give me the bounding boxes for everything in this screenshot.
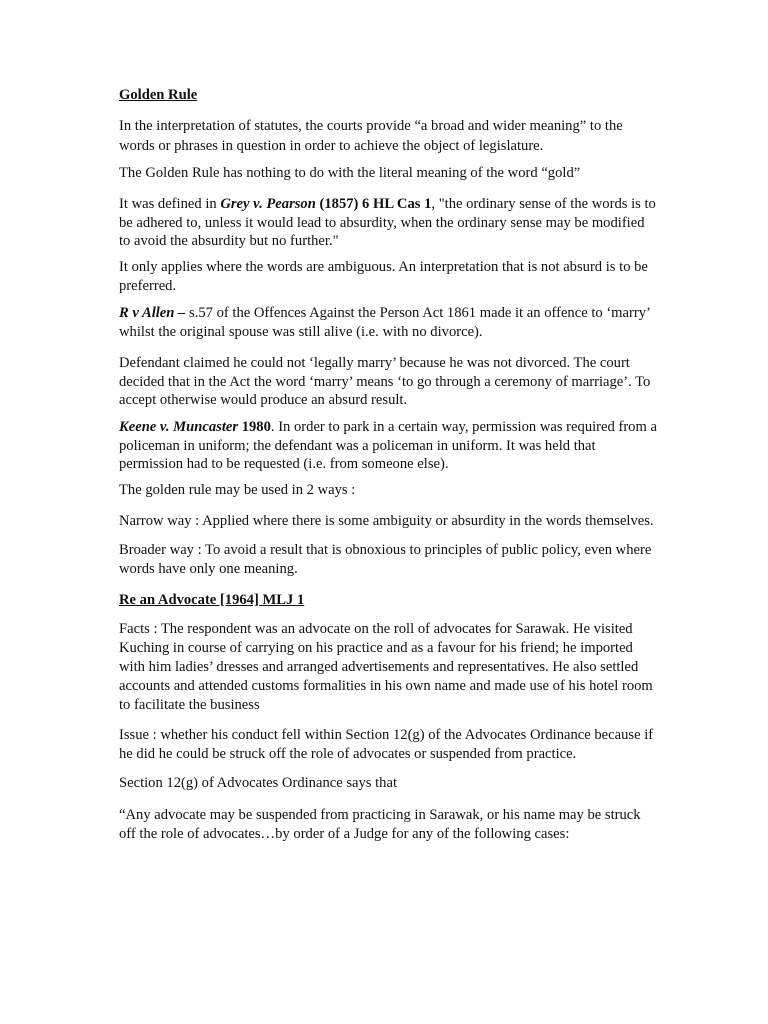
year-keene-v-muncaster: 1980 <box>238 419 271 435</box>
heading-re-an-advocate: Re an Advocate [1964] MLJ 1 <box>119 592 305 608</box>
paragraph-defendant-claim: Defendant claimed he could not ‘legally marry’ because he was not divorced. The court decided that in the Act the word ‘marry’ means ‘to go through a ceremony of marriage’. To accept otherwise would produce an absurd result. <box>119 355 651 408</box>
paragraph-gold-note: The Golden Rule has nothing to do with the literal meaning of the word “gold” <box>119 165 581 181</box>
paragraph-r-v-allen <box>119 304 659 341</box>
case-keene-v-muncaster: Keene v. Muncaster <box>119 419 239 435</box>
paragraph-quote: “Any advocate may be suspended from practicing in Sarawak, or his name may be struck off the role of advocates…by order of a Judge for any of the following cases: <box>119 807 641 842</box>
paragraph-issue: Issue : whether his conduct fell within Section 12(g) of the Advocates Ordinance because if he did he could be struck off the role of advocates or suspended from practice. <box>119 727 654 762</box>
paragraph-grey-v-pearson <box>119 195 659 251</box>
paragraph-definition: In the interpretation of statutes, the courts provide “a broad and wider meaning” to the words or phrases in question in order to achieve the object of legislature. <box>119 118 623 154</box>
heading-golden-rule: Golden Rule <box>119 87 198 103</box>
p7-post: . In order to park in a certain way, permission was required from a policeman in uniform; the defendant was a policeman in uniform. It was held that permission had to be requested (i.e. from someone else). <box>119 419 657 472</box>
p3-post: , "the ordinary sense of the words is to be adhered to, unless it would lead to absurdity, when the ordinary sense may be modified to avoid the absurdity but no further." <box>119 196 656 249</box>
paragraph-keene-v-muncaster <box>119 418 659 474</box>
paragraph-facts: Facts : The respondent was an advocate on the roll of advocates for Sarawak. He visited Kuching in course of carrying on his practice and as a favour for his friend; he imported with him ladies’ dresses and arranged advertisements and representatives. He also settled accounts and attended customs formalities in his own name and made use of his hotel room to facilitate the business <box>119 621 653 713</box>
case-grey-v-pearson: Grey v. Pearson <box>220 196 316 212</box>
case-r-v-allen: R v Allen – <box>119 305 186 321</box>
paragraph-narrow-way: Narrow way : Applied where there is some ambiguity or absurdity in the words themselves. <box>119 513 654 529</box>
citation-grey-v-pearson: (1857) 6 HL Cas 1 <box>315 196 432 212</box>
paragraph-section-12g: Section 12(g) of Advocates Ordinance says that <box>119 775 398 791</box>
paragraph-ambiguous: It only applies where the words are ambiguous. An interpretation that is not absurd is to be preferred. <box>119 259 648 294</box>
paragraph-broader-way: Broader way : To avoid a result that is obnoxious to principles of public policy, even where words have only one meaning. <box>119 542 652 577</box>
p3-pre: It was defined in <box>119 196 221 212</box>
p5-post: s.57 of the Offences Against the Person Act 1861 made it an offence to ‘marry’ whilst the original spouse was still alive (i.e. with no divorce). <box>119 305 650 340</box>
paragraph-two-ways: The golden rule may be used in 2 ways : <box>119 482 356 498</box>
